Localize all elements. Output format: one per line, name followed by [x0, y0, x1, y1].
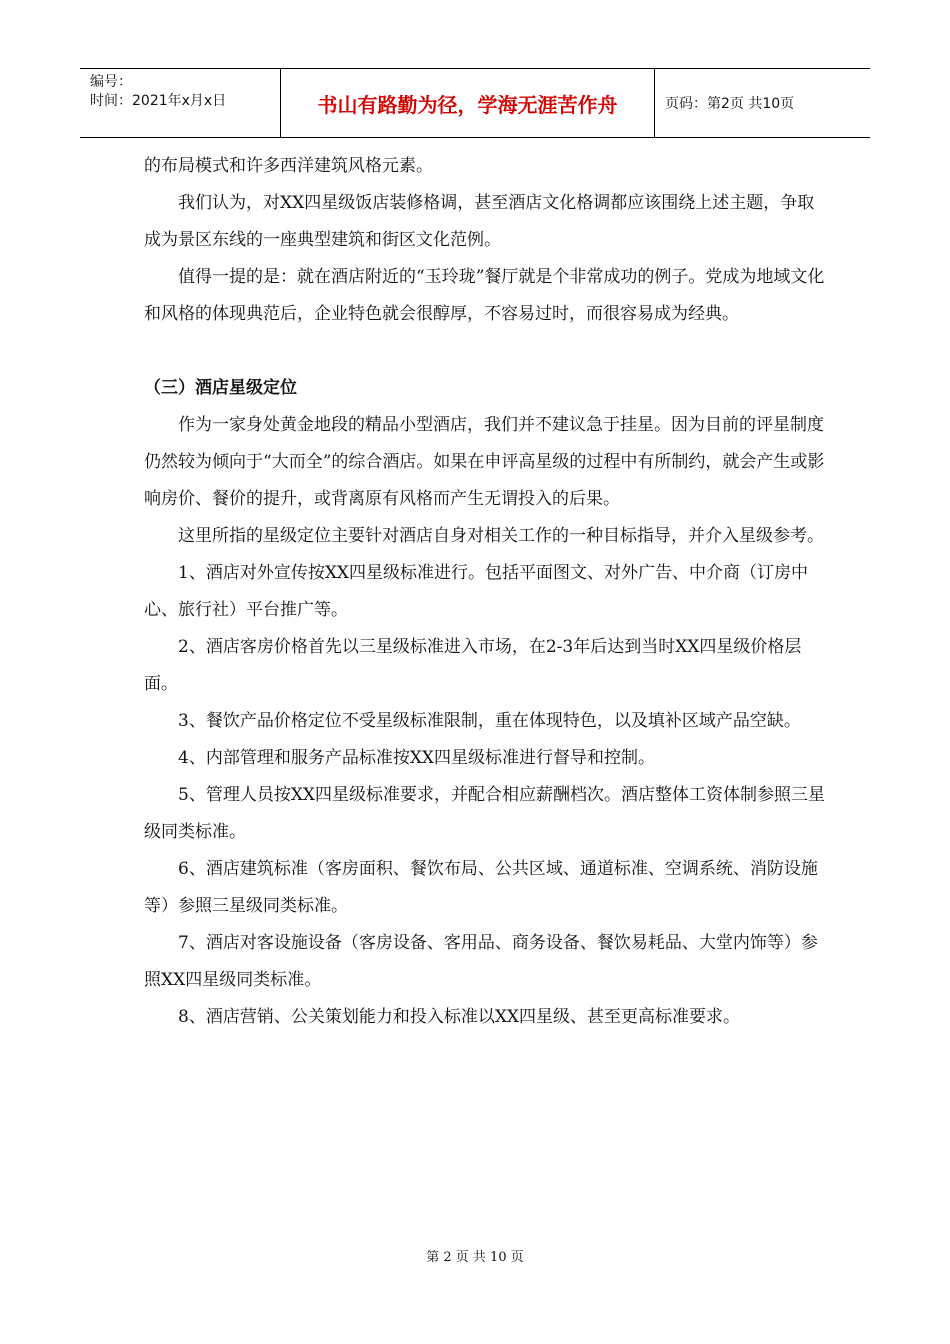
list-item: 8、酒店营销、公关策划能力和投入标准以XX四星级、甚至更高标准要求。 [178, 1007, 741, 1027]
page-header [80, 68, 870, 138]
paragraph: 值得一提的是：就在酒店附近的“玉玲珑”餐厅就是个非常成功的例子。党成为地域文化和风格的体现典范后，企业特色就会很醇厚，不容易过时，而很容易成为经典。 [144, 267, 825, 324]
list-item: 1、酒店对外宣传按XX四星级标准进行。包括平面图文、对外广告、中介商（订房中心、旅行社）平台推广等。 [144, 563, 809, 620]
header-motto: 书山有路勤为径，学海无涯苦作舟 [281, 69, 655, 137]
number-label: 编号： [90, 74, 132, 90]
list-item: 2、酒店客房价格首先以三星级标准进入市场，在2-3年后达到当时XX四星级价格层面。 [144, 637, 802, 694]
spacer [144, 333, 826, 370]
list-item: 5、管理人员按XX四星级标准要求，并配合相应薪酬档次。酒店整体工资体制参照三星级同类标准。 [144, 785, 826, 842]
time-label: 时间：2021年x月x日 [90, 93, 227, 109]
paragraph: 作为一家身处黄金地段的精品小型酒店，我们并不建议急于挂星。因为目前的评星制度仍然较为倾向于“大而全”的综合酒店。如果在申评高星级的过程中有所制约，就会产生或影响房价、餐价的提升，或背离原有风格而产生无谓投入的后果。 [144, 415, 825, 509]
header-page-code: 页码：第2页 共10页 [665, 96, 795, 112]
list-item: 6、酒店建筑标准（客房面积、餐饮布局、公共区域、通道标准、空调系统、消防设施等）参照三星级同类标准。 [144, 859, 818, 916]
list-item: 3、餐饮产品价格定位不受星级标准限制，重在体现特色，以及填补区域产品空缺。 [178, 711, 801, 731]
header-meta [80, 69, 281, 137]
page-footer: 第 2 页 共 10 页 [426, 1250, 524, 1265]
list-item: 4、内部管理和服务产品标准按XX四星级标准进行督导和控制。 [178, 748, 656, 768]
section-heading: （三）酒店星级定位 [144, 378, 297, 398]
paragraph: 我们认为，对XX四星级饭店装修格调，甚至酒店文化格调都应该围绕上述主题，争取成为景区东线的一座典型建筑和街区文化范例。 [144, 193, 815, 250]
list-item: 7、酒店对客设施设备（客房设备、客用品、商务设备、餐饮易耗品、大堂内饰等）参照XX四星级同类标准。 [144, 933, 818, 990]
document-body [144, 148, 826, 1036]
paragraph: 这里所指的星级定位主要针对酒店自身对相关工作的一种目标指导，并介入星级参考。 [178, 526, 824, 546]
paragraph: 的布局模式和许多西洋建筑风格元素。 [144, 156, 433, 176]
